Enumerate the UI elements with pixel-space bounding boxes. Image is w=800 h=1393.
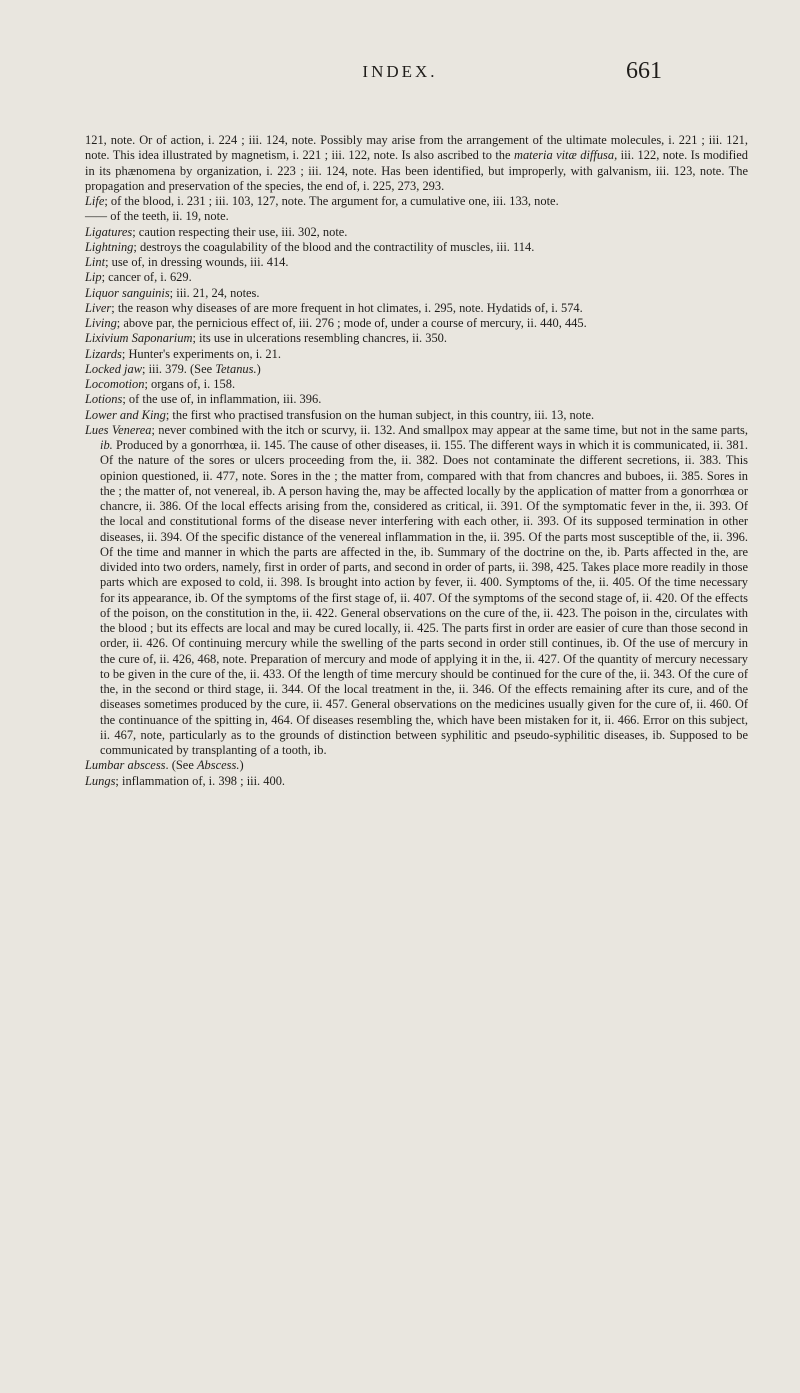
entry-italic: ib. (100, 438, 113, 452)
entry-headword: Lixivium Saponarium (85, 331, 193, 346)
index-entry (85, 423, 748, 759)
index-entry (85, 270, 748, 285)
entry-text-continued: iii. 122, note. Is modified in its phænomena by organization, i. 223 ; iii. 124, note. Has been identified, but improperly, with galvanism, iii. 123, note. The propagation and preservation of the species, the end of, i. 225, 273, 293. (85, 148, 748, 193)
index-entry (85, 209, 748, 224)
index-entry (85, 255, 748, 270)
entry-text: of the teeth, ii. 19, note. (107, 209, 229, 224)
entry-text: ; Hunter's experiments on, i. 21. (121, 346, 281, 361)
entry-text: . (See (165, 758, 197, 773)
entry-text: ; the reason why diseases of are more frequent in hot climates, i. 295, note. Hydatids of, i. 574. (111, 300, 583, 315)
index-entry (85, 758, 748, 773)
entry-headword: Living (85, 316, 117, 330)
entry-text: ; its use in ulcerations resembling chancres, ii. 350. (192, 331, 448, 346)
entry-headword: Locomotion (85, 377, 145, 391)
index-entry (85, 408, 748, 423)
index-entry (85, 316, 748, 331)
index-entry (85, 194, 748, 209)
entry-headword: Lotions (85, 392, 123, 407)
entry-text: ; use of, in dressing wounds, iii. 414. (105, 255, 289, 269)
index-entry (85, 133, 748, 194)
entry-italic: materia vitæ diffusa, (513, 148, 618, 163)
entry-headword: —— (85, 209, 108, 224)
entry-text: ; inflammation of, i. 398 ; iii. 400. (115, 773, 286, 788)
entry-headword: Liquor sanguinis (85, 285, 170, 300)
entry-headword: Lightning (85, 239, 134, 254)
index-entry (85, 225, 748, 240)
index-entry (85, 301, 748, 316)
page-header (0, 58, 800, 92)
entry-text: ; of the blood, i. 231 ; iii. 103, 127, note. The argument for, a cumulative one, iii. 133, note. (104, 194, 559, 208)
entry-headword: Liver (85, 300, 112, 315)
entry-text-continued: Produced by a gonorrhœa, ii. 145. The cause of other diseases, ii. 155. The different ways in which it is communicated, ii. 381. Of the nature of the sores or ulcers proceeding from the, ii. 382. Does not contaminate the different secretions, ii. 383. This opinion questioned, ii. 477, note. Sores in the ; the matter from, compared with that from chancres and buboes, ii. 385. Sores in the ; the matter of, not venereal, ib. A person having the, may be affected locally by the application of matter from a gonorrhœa or chancre, ii. 386. Of the local effects arising from the, considered as critical, ii. 391. Of the symptomatic fever in the, ii. 393. Of the local and constitutional forms of the disease never interfering with each other, ii. 393. Of its supposed termination in other diseases, ii. 394. Of the specific distance of the venereal inflammation in the, ii. 395. Of the parts most susceptible of the, ii. 396. Of the time and manner in which the parts are affected in the, ib. Summary of the doctrine on the, ib. Parts affected in the, are divided into two orders, namely, first in order of parts, and second in order of parts, ii. 398, 425. Takes place more readily in those parts which are exposed to cold, ii. 398. Is brought into action by fever, ii. 400. Symptoms of the, ii. 405. Of the time necessary for its appearance, ib. Of the symptoms of the first stage of, ii. 407. Of the symptoms of the second stage of, ii. 420. Of the effects of the poison, on the constitution in the, ii. 422. General observations on the cure of the, ii. 423. The poison in the, circulates with the blood ; but its effects are local and may be cured locally, ii. 425. The parts first in order are easier of cure than those second in order, ii. 426. Of continuing mercury while the swelling of the parts second in order still continues, ib. Of the use of mercury in the cure of, ii. 426, 468, note. Preparation of mercury and mode of applying it in the, ii. 427. Of the quantity of mercury necessary to be given in the cure of the, ii. 433. Of the length of time mercury should be continued for the cure of the, ii. 343. Of the cure of the, in the second or third stage, ii. 344. Of the local treatment in the, ii. 346. Of the effects remaining after its cure, and of the diseases sometimes produced by the cure, ii. 457. General observations on the medicines usually given for the cure of, ii. 460. Of the continuance of the spitting in, 464. Of diseases resembling the, which have been mistaken for it, ii. 466. Error on this subject, ii. 467, note, particularly as to the grounds of distinction between syphilitic and pseudo-syphilitic diseases, ib. Supposed to be communicated by transplanting of a tooth, ib. (100, 438, 748, 757)
entry-italic: Tetanus. (215, 361, 257, 376)
index-entry (85, 331, 748, 346)
index-entries (85, 133, 748, 789)
index-entry (85, 286, 748, 301)
entry-text: ; of the use of, in inflammation, iii. 396. (122, 392, 322, 407)
index-entry (85, 347, 748, 362)
entry-headword: Lumbar abscess (85, 758, 166, 773)
entry-headword: Lizards (85, 346, 122, 361)
index-entry (85, 362, 748, 377)
running-title: INDEX. (362, 62, 438, 81)
entry-text: ; above par, the pernicious effect of, iii. 276 ; mode of, under a course of mercury, ii. 440, 445. (116, 316, 587, 330)
index-entry (85, 774, 748, 789)
entry-text: 121, note. Or of action, i. 224 ; iii. 124, note. Possibly may arise from the arrangement of the ultimate molecules, i. 221 ; iii. 121, note. This idea illustrated by magnetism, i. 221 ; iii. 122, note. Is also ascribed to the (85, 133, 748, 163)
entry-text: ; organs of, i. 158. (144, 377, 236, 391)
entry-headword: Life (85, 194, 105, 208)
entry-text: ; iii. 379. (See (142, 361, 216, 376)
index-entry (85, 240, 748, 255)
entry-text: ; the first who practised transfusion on the human subject, in this country, iii. 13, note. (165, 407, 595, 422)
entry-italic: Abscess. (196, 758, 240, 773)
entry-text-continued: ) (239, 758, 244, 773)
entry-text: ; iii. 21, 24, notes. (169, 285, 260, 300)
entry-text: ; caution respecting their use, iii. 302, note. (132, 224, 348, 239)
entry-text: ; destroys the coagulability of the blood and the contractility of muscles, iii. 114. (133, 239, 535, 254)
entry-text-continued: ) (256, 361, 261, 376)
entry-headword: Ligatures (85, 224, 133, 239)
entry-headword: Lower and King (85, 407, 166, 422)
entry-headword: Lint (85, 255, 106, 269)
index-entry (85, 377, 748, 392)
index-entry (85, 392, 748, 407)
page-number: 661 (626, 58, 662, 84)
entry-text: ; never combined with the itch or scurvy, ii. 132. And smallpox may appear at the same time, but not in the same parts, (151, 422, 748, 437)
entry-headword: Lues Venerea (85, 422, 152, 437)
entry-headword: Lungs (85, 773, 116, 788)
entry-text: ; cancer of, i. 629. (101, 270, 192, 285)
entry-headword: Lip (85, 270, 102, 285)
entry-headword: Locked jaw (85, 361, 142, 376)
